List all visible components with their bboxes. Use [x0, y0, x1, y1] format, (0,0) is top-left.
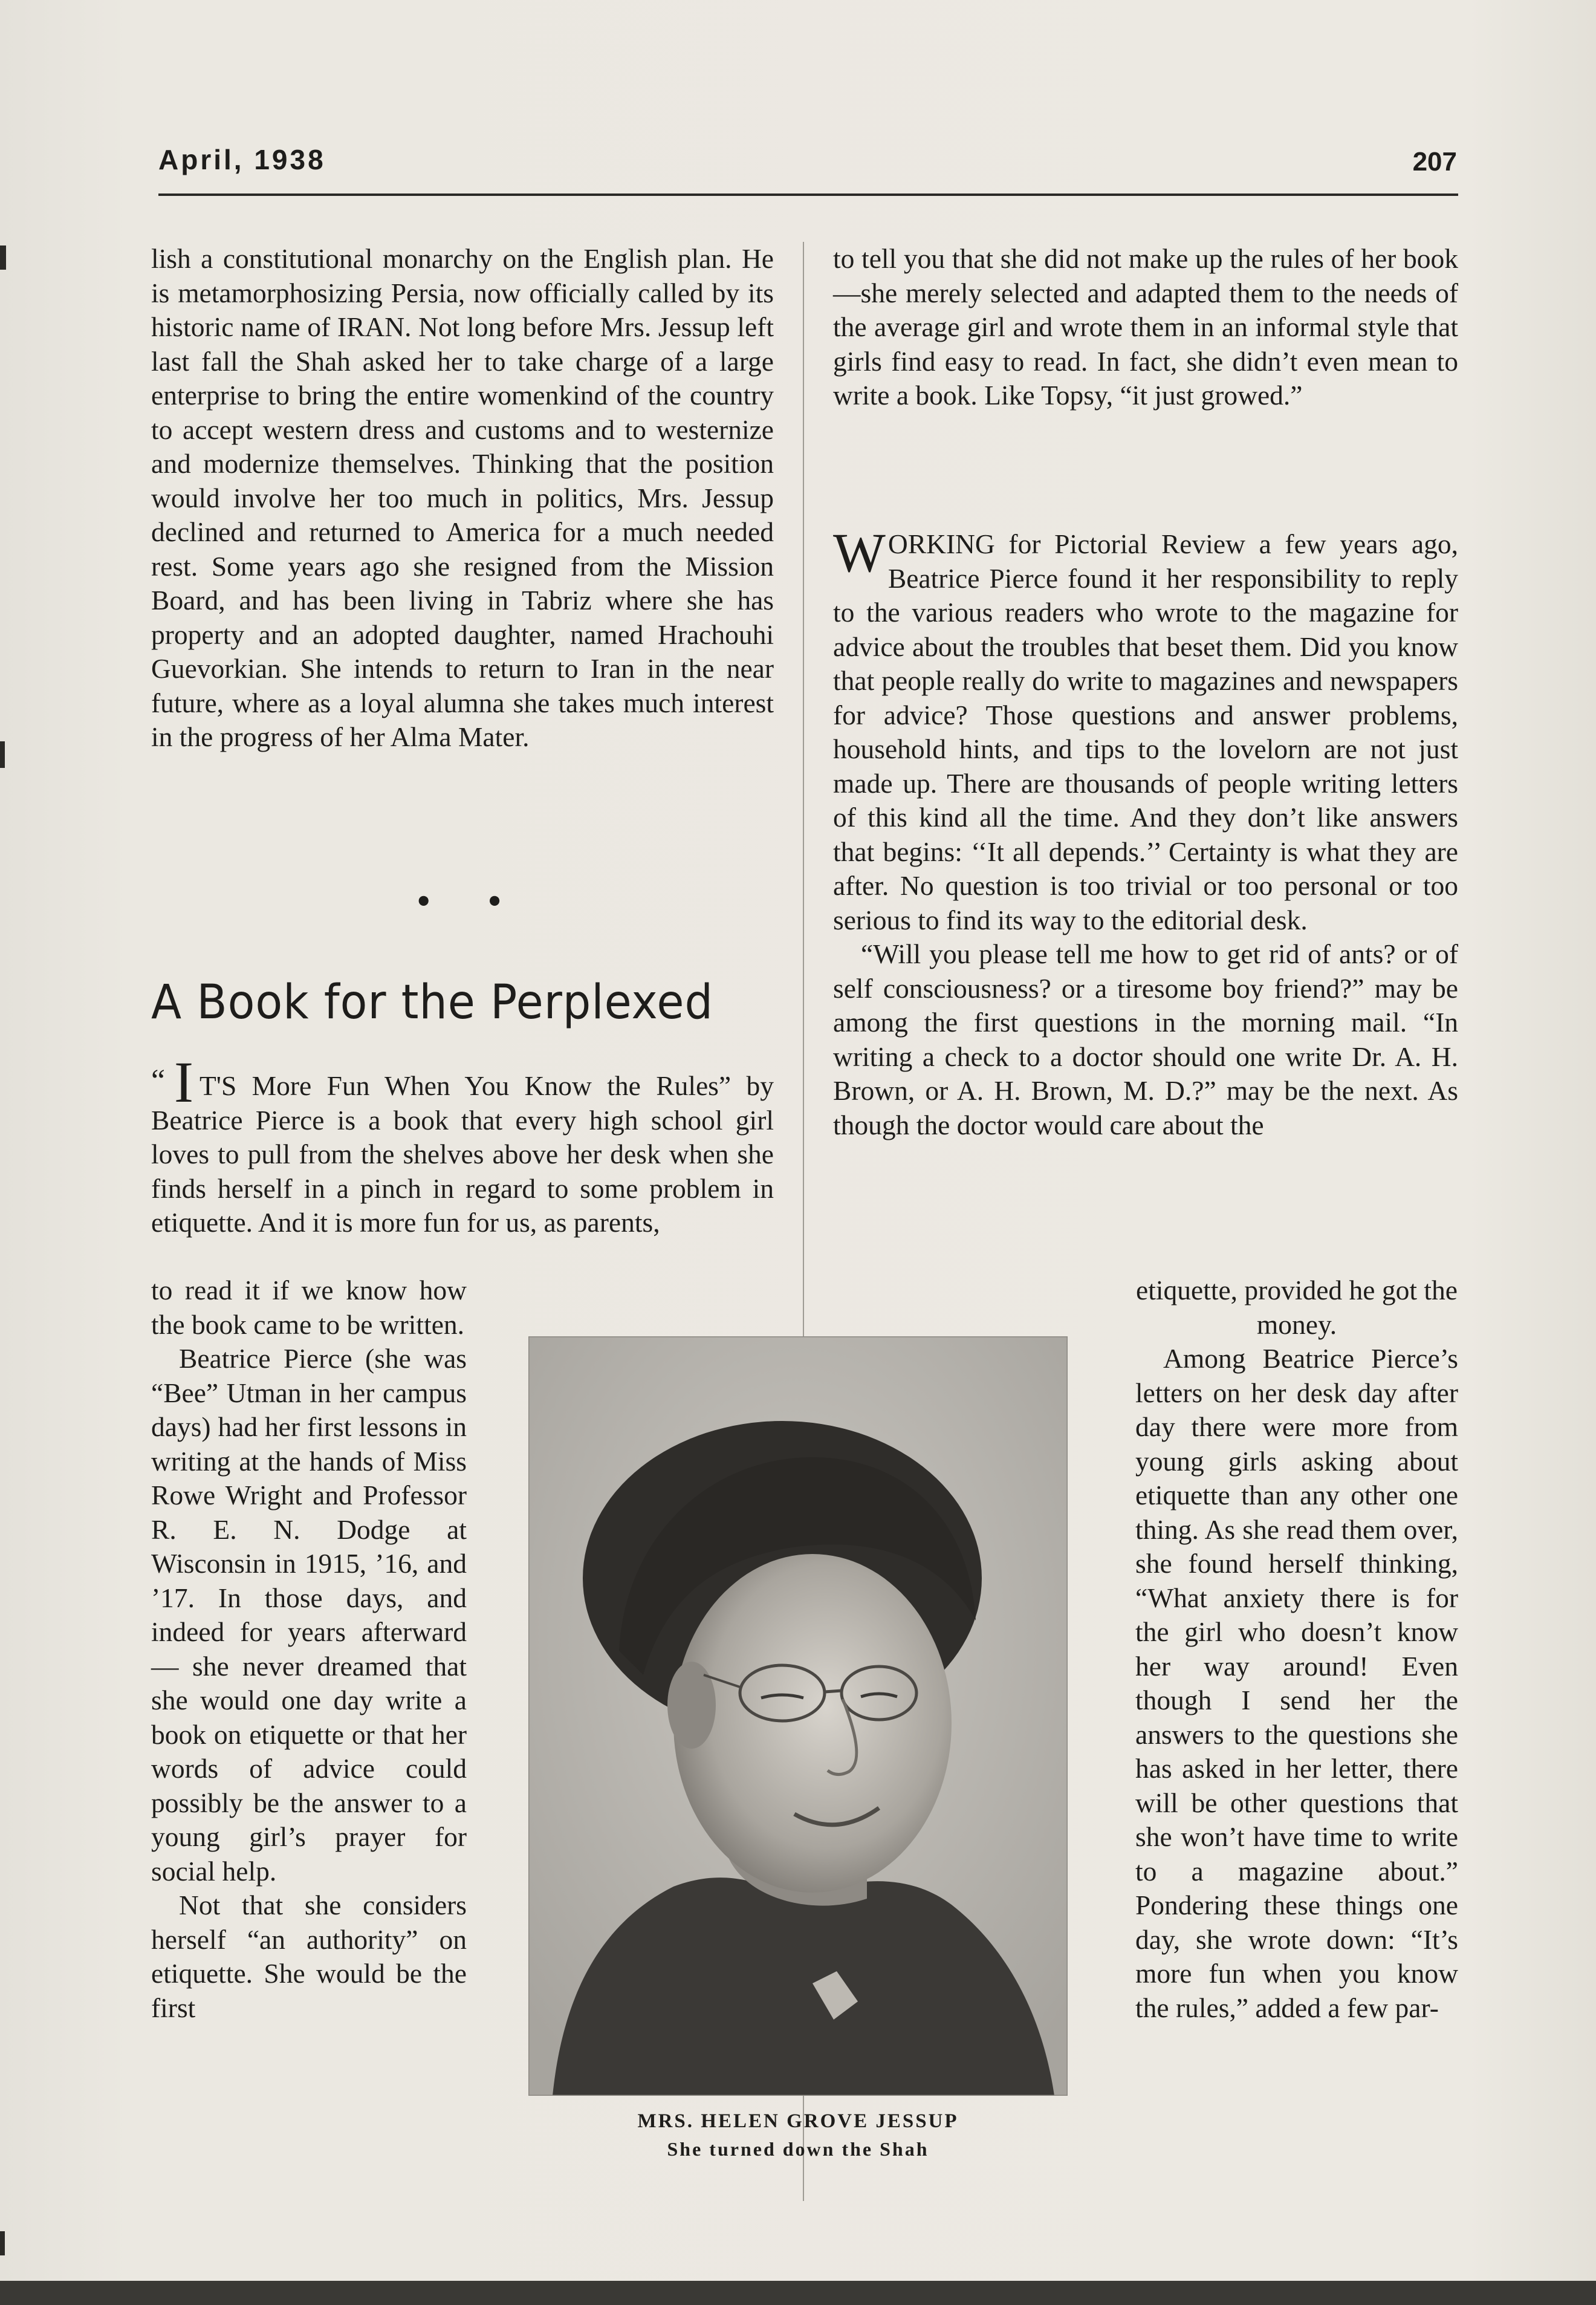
section-separator: • •	[415, 885, 525, 918]
scan-mark	[0, 741, 5, 768]
continued-article-text	[151, 242, 774, 755]
issue-date: April, 1938	[158, 144, 326, 175]
right-column-text	[833, 242, 1458, 413]
paragraph: “Will you please tell me how to get rid of ants? or of self consciousness? or a tiresome boy friend?” may be among the first questions in the morning mail. “In writing a check to a doctor should one write Dr. A. H. Brown, or A. H. Brown, M. D.?” may be the next. As though the doctor would care about the	[833, 938, 1458, 1140]
scan-edge	[0, 2281, 1596, 2305]
page-number: 207	[1412, 147, 1457, 177]
photo-caption-name: MRS. HELEN GROVE JESSUP	[637, 2110, 959, 2132]
portrait-photo	[528, 1336, 1068, 2096]
paragraph: lish a constitutional monarchy on the English plan. He is metamorphosizing Persia, now officially called by its historic name of IRAN. Not long before Mrs. Jessup left last fall the Shah asked her to take charge of a large enterprise to bring the entire womenkind of the country to accept western dress and customs and to westernize and modernize themselves. Thinking that the position would involve her too much in politics, Mrs. Jessup declined and returned to America for a much needed rest. Some years ago she resigned from the Mission Board, and has been living in Tabriz where she has property and an adopted daughter, named Hrachouhi Guevorkian. She intends to return to Iran in the near future, where as a loyal alumna she takes much interest in the progress of her Alma Mater.	[151, 243, 774, 752]
paragraph: etiquette, provided he got the money.	[1136, 1275, 1458, 1340]
paragraph: to tell you that she did not make up the rules of her book—she merely selected and adapted them to the needs of the average girl and wrote them in an informal style that girls find easy to read. In fact, she didn’t even mean to write a book. Like Topsy, “it just growed.”	[833, 243, 1458, 411]
right-narrow-column	[1135, 1273, 1458, 2025]
drop-cap: W	[833, 522, 886, 584]
header-rule	[158, 193, 1458, 196]
paragraph: Beatrice Pierce (she was “Bee” Utman in her campus days) had her first lessons in writing at the hands of Miss Rowe Wright and Professor R. E. N. Dodge at Wisconsin in 1915, ’16, and ’17. In those days, and indeed for years afterward — she never dreamed that she would one day write a book on etiquette or that her words of advice could possibly be the answer to a young girl’s prayer for social help.	[151, 1343, 467, 1887]
lead-paragraph	[151, 1050, 774, 1240]
portrait-illustration	[528, 1336, 1068, 2096]
paragraph: to read it if we know how the book came to be written.	[151, 1275, 467, 1340]
paragraph	[833, 522, 1458, 937]
lead-text: T'S More Fun When You Know the Rules” by Beatrice Pierce is a book that every high school girl loves to pull from the shelves above her desk when she finds herself in a pinch in regard to some problem in etiquette. And it is more fun for us, as parents,	[151, 1070, 774, 1238]
right-column-mid	[833, 522, 1458, 1142]
scan-mark	[0, 2231, 5, 2255]
left-narrow-column	[151, 1273, 467, 2025]
photo-caption-subtitle: She turned down the Shah	[667, 2138, 929, 2160]
paragraph: Not that she considers herself “an authority” on etiquette. She would be the first	[151, 1890, 467, 2023]
open-quote: “	[151, 1064, 166, 1098]
article-headline: A Book for the Perplexed	[151, 975, 713, 1030]
scan-mark	[0, 245, 6, 270]
paragraph: Among Beatrice Pierce’s letters on her desk day after day there were more from young girls asking about etiquette than any other one thing. As she read them over, she found herself thinking, “What anxiety there is for the girl who doesn’t know her way around! Even though I send her the answers to the questions she has asked in her letter, there will be other questions that she won’t have time to write to a magazine about.” Pondering these things one day, she wrote down: “It’s more fun when you know the rules,” added a few par-	[1135, 1343, 1458, 2023]
drop-cap: I	[174, 1050, 193, 1114]
working-text: ORKING for Pictorial Review a few years ago, Beatrice Pierce found it her responsibility to reply to the various readers who wrote to the magazine for advice about the troubles that beset them. Did you know that people really do write to magazines and newspapers for advice? Those questions and answer problems, household hints, and tips to the lovelorn are not just made up. There are thousands of people writing letters of this kind all the time. And they don’t like answers that begins: ‘‘It all depends.’’ Certainty is what they are after. No question is too trivial or too personal or too serious to find its way to the editorial desk.	[833, 528, 1458, 935]
